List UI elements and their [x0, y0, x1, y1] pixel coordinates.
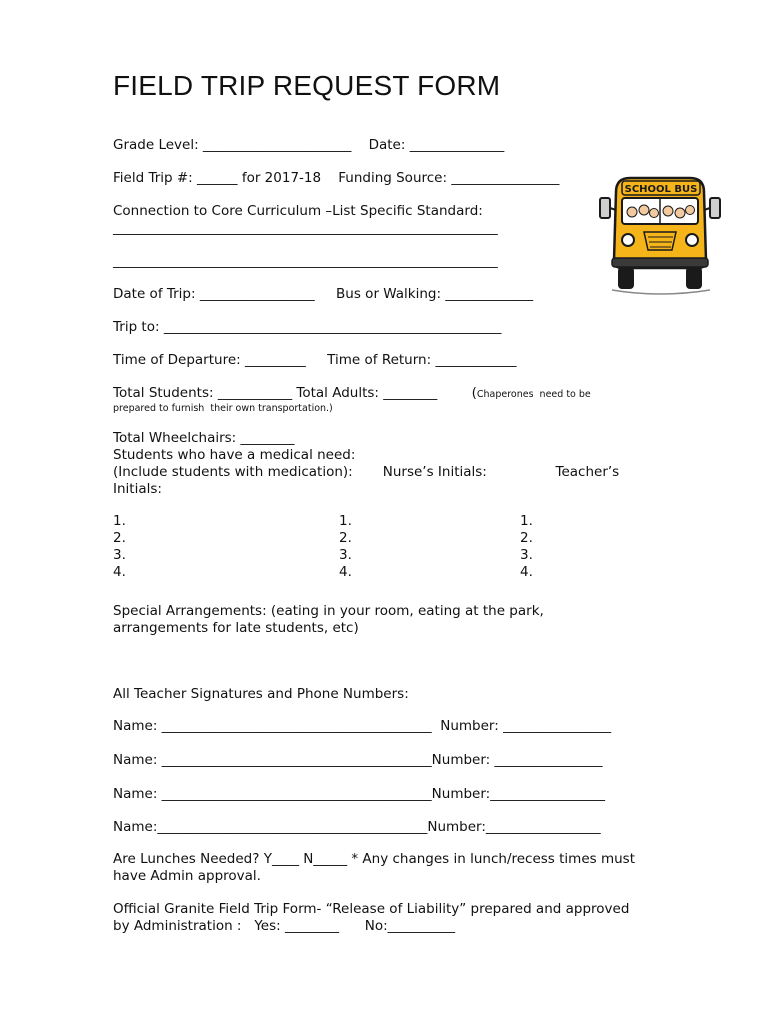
name-number-line-1: Name: ________________________________________ Number: ________________ — [113, 718, 612, 734]
date-bus-line: Date of Trip: _________________ Bus or Walking: _____________ — [113, 286, 534, 302]
teacher-num-1: 1. — [520, 513, 533, 529]
lunches-line-2: have Admin approval. — [113, 868, 261, 884]
core-curriculum-label: Connection to Core Curriculum –List Specific Standard: — [113, 203, 483, 219]
nurse-num-3: 3. — [339, 547, 352, 563]
students-num-3: 3. — [113, 547, 126, 563]
lunches-line-1: Are Lunches Needed? Y____ N_____ * Any changes in lunch/recess times must — [113, 851, 635, 867]
chaperones-note: Chaperones need to be — [476, 389, 591, 400]
students-num-1: 1. — [113, 513, 126, 529]
teacher-num-3: 3. — [520, 547, 533, 563]
furnish-note: prepared to furnish their own transportation.) — [113, 403, 333, 414]
students-num-4: 4. — [113, 564, 126, 580]
blank-line-1: _________________________________________________________ — [113, 220, 498, 236]
name-number-line-4: Name:________________________________________Number:_________________ — [113, 819, 601, 835]
special-arrangements-2: arrangements for late students, etc) — [113, 620, 359, 636]
official-form-line-2: by Administration : Yes: ________ No:__________ — [113, 918, 456, 934]
initials-label: Initials: — [113, 481, 162, 497]
bus-sign-text: SCHOOL BUS — [624, 184, 698, 195]
nurse-num-1: 1. — [339, 513, 352, 529]
totals-text: Total Students: ___________ Total Adults: ________ ( — [113, 385, 477, 401]
teacher-num-4: 4. — [520, 564, 533, 580]
trip-number-line: Field Trip #: ______ for 2017-18 Funding Source: ________________ — [113, 170, 560, 186]
trip-to-line: Trip to: __________________________________________________ — [113, 319, 502, 335]
official-form-line-1: Official Granite Field Trip Form- “Release of Liability” prepared and approved — [113, 901, 630, 917]
name-number-line-3: Name: ________________________________________Number:_________________ — [113, 786, 605, 802]
school-bus-icon — [598, 170, 722, 298]
nurse-num-4: 4. — [339, 564, 352, 580]
grade-date-line: Grade Level: ______________________ Date: ______________ — [113, 137, 505, 153]
signatures-label: All Teacher Signatures and Phone Numbers: — [113, 686, 409, 702]
page-title: FIELD TRIP REQUEST FORM — [113, 70, 501, 101]
nurse-num-2: 2. — [339, 530, 352, 546]
name-number-line-2: Name: ________________________________________Number: ________________ — [113, 752, 603, 768]
special-arrangements-1: Special Arrangements: (eating in your room, eating at the park, — [113, 603, 544, 619]
include-line: (Include students with medication): Nurse’s Initials: Teacher’s — [113, 464, 620, 480]
teacher-num-2: 2. — [520, 530, 533, 546]
times-line: Time of Departure: _________ Time of Return: ____________ — [113, 352, 517, 368]
blank-line-2: _________________________________________________________ — [113, 253, 498, 269]
medical-need-label: Students who have a medical need: — [113, 447, 356, 463]
wheelchairs-line: Total Wheelchairs: ________ — [113, 430, 295, 446]
students-num-2: 2. — [113, 530, 126, 546]
